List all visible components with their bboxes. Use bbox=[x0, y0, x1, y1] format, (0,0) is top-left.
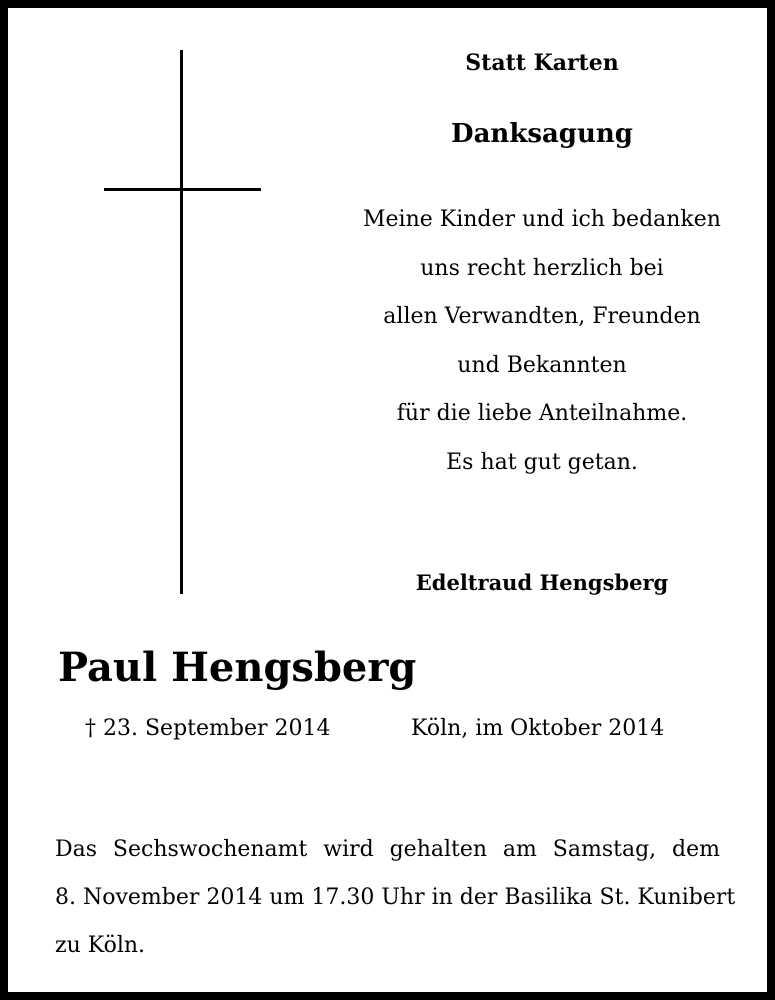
death-date: † 23. September 2014 bbox=[85, 716, 331, 741]
place-and-date: Köln, im Oktober 2014 bbox=[411, 716, 665, 741]
memorial-line-3: zu Köln. bbox=[55, 933, 146, 958]
deceased-name: Paul Hengsberg bbox=[58, 644, 417, 691]
message-line: Meine Kinder und ich bedanken bbox=[363, 207, 721, 232]
memorial-word: dem bbox=[672, 837, 720, 862]
message-line: uns recht herzlich bei bbox=[420, 255, 664, 281]
message-line: allen Verwandten, Freunden bbox=[383, 304, 701, 329]
message-line: für die liebe Anteilnahme. bbox=[396, 401, 688, 426]
memorial-word: gehalten bbox=[389, 837, 488, 862]
memorial-line-2: 8. November 2014 um 17.30 Uhr in der Basilika St. Kunibert bbox=[55, 885, 736, 910]
cross-icon bbox=[180, 50, 183, 594]
statt-karten-label: Statt Karten bbox=[465, 50, 619, 76]
signer-name: Edeltraud Hengsberg bbox=[415, 570, 669, 595]
memorial-word: Das bbox=[55, 837, 98, 862]
message-line: und Bekannten bbox=[457, 352, 627, 378]
memorial-word: wird bbox=[323, 837, 374, 862]
memorial-line-1 bbox=[55, 826, 720, 874]
thank-you-message bbox=[330, 196, 754, 487]
page-title: Danksagung bbox=[451, 119, 633, 149]
memorial-word: Sechswochenamt bbox=[112, 837, 308, 862]
memorial-word: Samstag, bbox=[552, 837, 657, 862]
message-line: Es hat gut getan. bbox=[446, 449, 638, 475]
memorial-word: am bbox=[502, 837, 537, 862]
cross-icon-beam bbox=[104, 188, 261, 191]
memorial-service-notice bbox=[55, 826, 736, 970]
